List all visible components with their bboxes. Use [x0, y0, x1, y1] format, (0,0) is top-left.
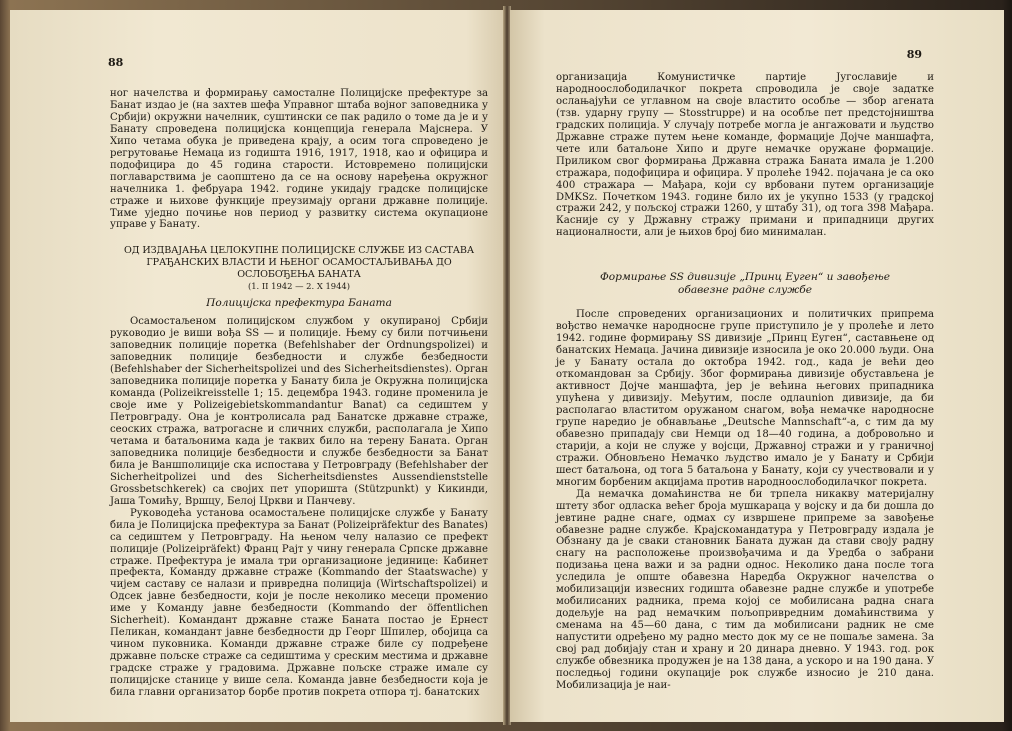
left-paragraph-2: Осамостаљеном полицијском службом у окупираној Србији руководио је виши вођа SS — и полиције. Њему су били потчињени заповедник полиције поретка (Befehlshaber der Ordnungspolizei) и заповедник полиције безбедности и службе безбедности (Befehlshaber der Sicherheitspolizei und des Sicherheitsdienstes). Орган заповедника полиције поретка у Банату била је Окружна полицијска команда (Polizeikreisstelle 1; 15. децембра 1943. године променила је своје име у Polizeigebietskommandantur Banat) са седиштем у Петровграду. Она је контролисала рад Банатске државне страже, сеоских стража, ватрогасне и сличних служби, располагала је Хипо четама и батаљонима када је таквих било на терену Баната. Орган заповедника полиције безбедности и службе безбедности за Банат била је Ваншполиције ска испостава у Петровграду (Befehlshaber der Sicherheitpolizei und des Sicherheitsdienstes Aussendienststelle Grossbetschkerek) са својих пет упоришта (Stützpunkt) у Кикинди, Јаша Томићу, Вршцу, Белој Цркви и Панчеву. [110, 316, 488, 507]
page-number-right: 89 [906, 48, 922, 61]
left-page [10, 10, 506, 722]
right-page-body [556, 72, 934, 692]
section-gap [556, 239, 934, 271]
right-paragraph-3: Да немачка домаћинства не би трпела никакву материјалну штету због одласка већег броја мушкараца у војску и да би дошла до јевтине радне снаге, одмах су извршене припреме за завођење обавезне радне службе. Крајскомандатура у Петровграду издала је Обзнану да је сваки становник Баната дужан да стави своју радну снагу на расположење произвођачима и да Уредба о забрани подизања цена важи и за радни однос. Неколико дана после тога уследила је опште обавезна Наредба Окружног начелства о мобилизацији извесних годишта обавезне радне службе и употребе мобилисаних радника, према којој се мобилисана радна снага додељује на рад немачким пољопривредним домаћинствима у сменама на 45—60 дана, с тим да мобилисани радник не сме напустити одређено му радно место док му се не пошаље замена. За свој рад добијају стан и храну и 20 динара дневно. У 1943. год. рок службе обвезника продужен је на 138 дана, а ускоро и на 190 дана. У последњој години окупације рок службе износио је 210 дана. Мобилизација је наи- [556, 488, 934, 691]
right-subheading-line2: обавезне радне службе [677, 284, 812, 297]
left-subheading: Полицијска префектура Баната [206, 297, 392, 310]
section-heading: ОД ИЗДВАЈАЊА ЦЕЛОКУПНЕ ПОЛИЦИЈСКЕ СЛУЖБЕ ИЗ САСТАВА ГРАЂАНСКИХ ВЛАСТИ И ЊЕНОГ ОСАМОСТАЉИВАЊА ДО ОСЛОБОЂЕЊА БАНАТА [123, 245, 475, 281]
right-subheading-line1: Формирање SS дивизије „Принц Еуген“ и завођење [600, 271, 890, 284]
right-paragraph-2: После спроведених организационих и политичких припрема вођство немачке народносне групе приступило је у пролеће и лето 1942. године формирању SS дивизије „Принц Еуген“, саставњене од банатских Немаца. Јачина дивизије износила је око 20.000 људи. Она је у Банату остала до октобра 1942. год., када је већи део откомандован за Србију. Због формирања дивизије обустављена је активност Дојче маншафта, јер је већина његових припадника упућена у дивизију. Међутим, после одлаunion дивизије, да би располагао властитом оружаном снагом, вођа немачке народносне групе наредио је обнављање „Deutsche Mannschaft“-а, с тим да му обавезно припадају сви Немци од 18—40 година, а добровољно и старији, а који не служе у војсци, Државној стражи и у граничној стражи. Обновљено Немачко људство имало је у Банату и Србији шест батаљона, од тога 5 батаљона у Банату, који су учествовали и у многим борбеним акцијама против народноослободилачког покрета. [556, 309, 934, 488]
right-top-paragraph: организација Комунистичке партије Југославије и народноослободилачког покрета спроводила је своје задатке ослањајући се углавном на своје властито особље — збор агената (тзв. ударну групу — Stosstruppe) и на особље пет предстојништва градских полиција. У случају потребе могла је ангажовати и људство Државне страже путем њене команде, формације Дојче маншафта, чете или батаљоне Хипо и друге немачке оружане формације. Приликом свог формирања Државна стража Баната имала је 1.200 стражара, подофицира и официра. У пролеће 1942. појачана је са око 400 стражара — Мађара, који су врбовани путем организације DMKSz. Почетком 1943. године било их је укупно 1533 (у градској стражи 242, у пољској стражи 1260, у штабу 31), од тога 398 Мађара. Касније су у Државну стражу примани и припадници других националности, али је њихов број био минималан. [556, 72, 934, 239]
left-top-paragraph: ног начелства и формирању самосталне Полицијске префектуре за Банат издао је (на захтев шефа Управног штаба војног заповедника у Србији) окружни начелник, суштински се пак радило о томе да је и у Банату спроведена полицијска концепција генерала Мајснера. У Хипо четама обука је приведена крају, а осим тога спроведено је регрутовање Немаца из годишта 1916, 1917, 1918, као и официра и подофицира до 45 година старости. Истовремено полицијски поглаварствима је саопштено да се на основу наређења окружног начелника 1. фебруара 1942. године укидају градске полицијске страже и њихове функције преузимају органи државне полиције. Тиме уједно почиње нов период у развитку система окупационе управе у Банату. [110, 88, 488, 231]
page-number-left: 88 [108, 56, 124, 69]
right-page [510, 10, 1004, 722]
left-page-body [110, 88, 488, 699]
left-paragraph-3: Руководећа установа осамостаљене полицијске службе у Банату била је Полицијска префектура за Банат (Polizeipräfektur des Banates) са седиштем у Петровграду. На њеном челу налазио се префект полиције (Polizeipräfekt) Франц Рајт у чину генерала Српске државне страже. Префектура је имала три организационе јединице: Кабинет префекта, Команду државне страже (Kommando der Staatswache) у чијем саставу се налази и привредна полиција (Wirtschaftspolizei) и Одсек јавне безбедности, који је после неколико месеци променио име у Команду јавне безбедности (Kommando der öffentlichen Sicherheit). Командант државне стаже Баната постао је Ернест Пеликан, командант јавне безбедности др Георг Шпилер, обојица са чином пуковника. Команди државне страже биле су подређене државне пољске страже са седиштима у среским местима и државне градске страже у градовима. Државне пољске страже имале су полицијске станице у више села. Команда јавне безбедности која је била главни организатор борбе против покрета отпора тј. банатских [110, 507, 488, 698]
section-dates: (1. II 1942 — 2. X 1944) [247, 281, 351, 292]
